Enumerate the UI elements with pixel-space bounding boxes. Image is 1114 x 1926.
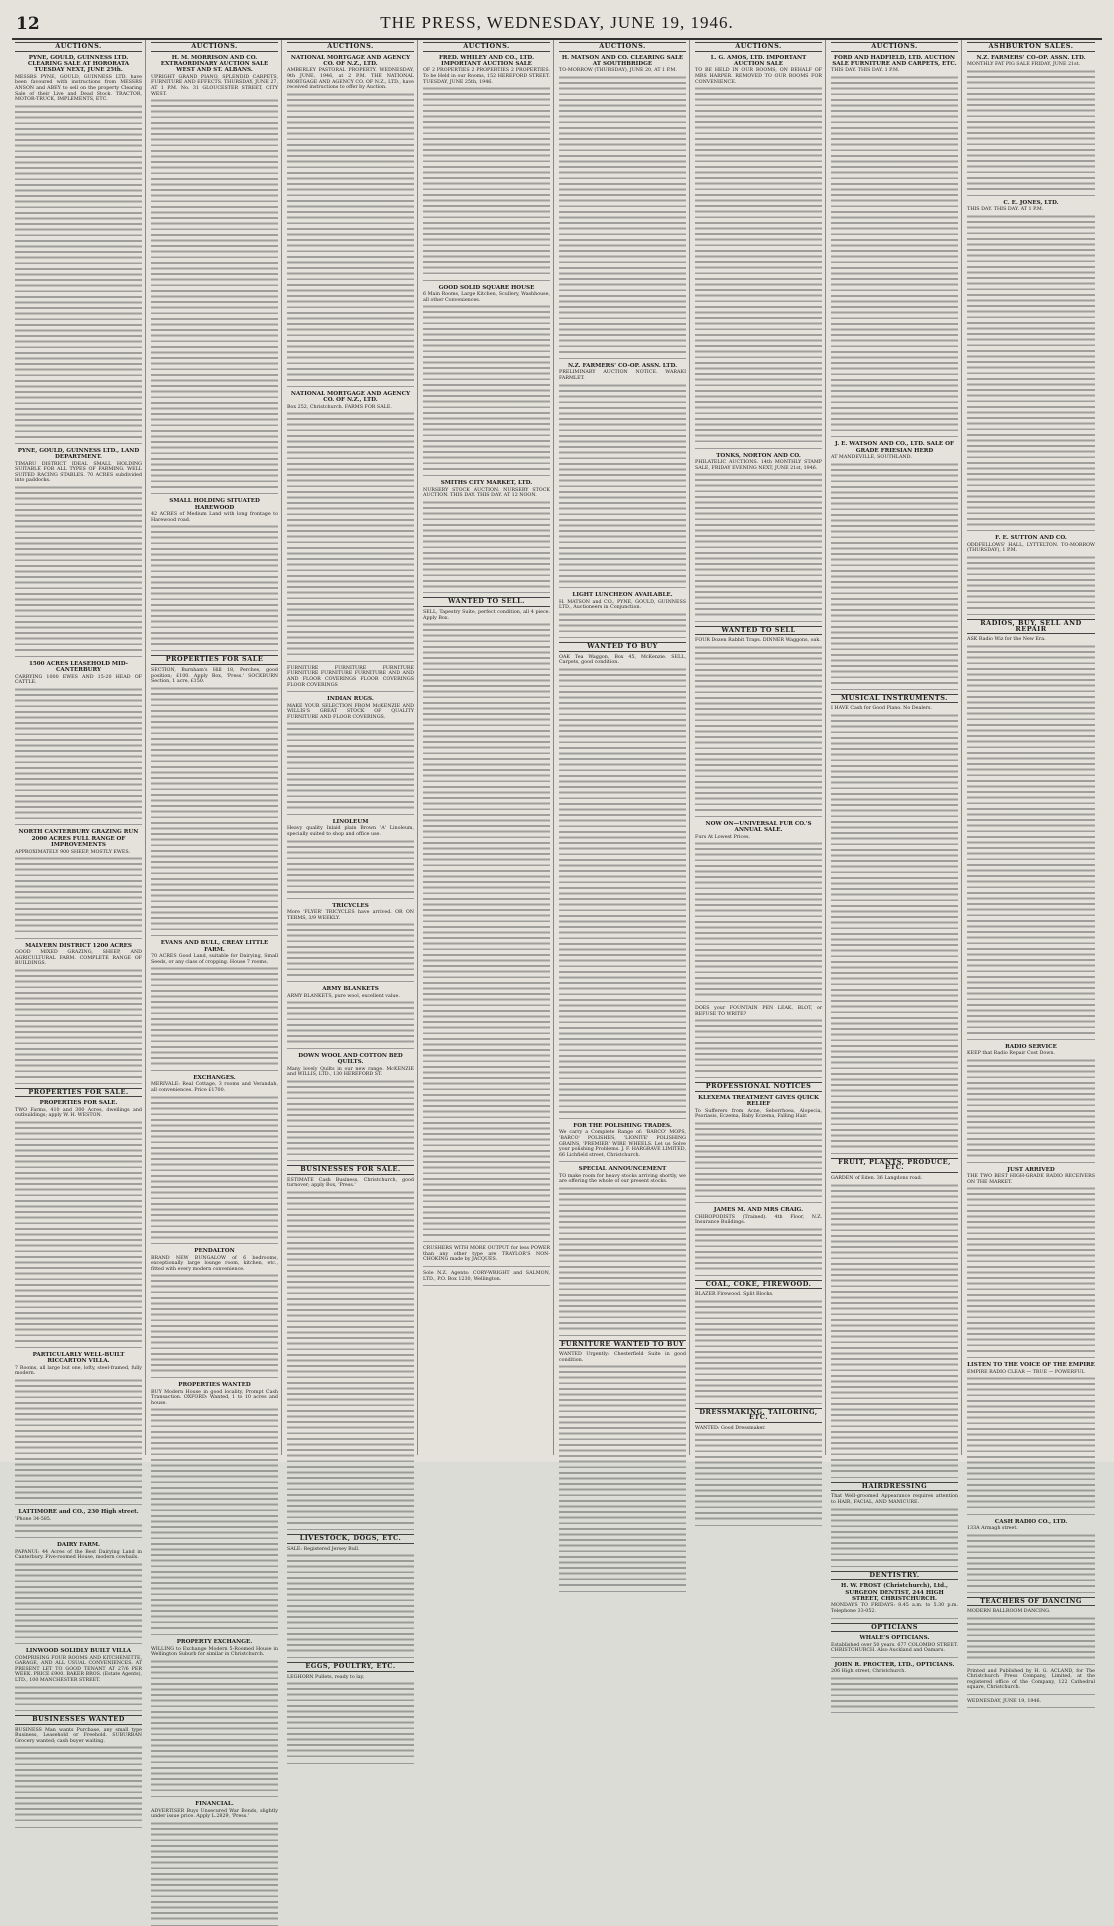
- ad-body-text-lines: [15, 1745, 142, 1823]
- ad-heading: CASH RADIO CO., LTD.: [994, 1518, 1068, 1525]
- classified-ad: [831, 1635, 958, 1658]
- ad-heading: NOW ON—UNIVERSAL FUR CO.'S ANNUAL SALE.: [705, 820, 812, 834]
- ad-heading: GOOD SOLID SQUARE HOUSE: [438, 284, 535, 291]
- ad-body-text-lines: [287, 92, 414, 383]
- ad-heading: FINANCIAL.: [195, 1801, 234, 1808]
- ad-body-text-lines: [559, 667, 686, 1115]
- ad-body-text-lines: [151, 686, 278, 932]
- ad-body: COMPRISING FOUR ROOMS AND KITCHENETTE, GARAGE, AND ALL USUAL CONVENIENCES. AT PRESENT LET TO GOOD TENANT AT 27/6 PER WEEK. PRICE £900. BAKER BROS. (Estate Agents), LTD., 100 MANCHESTER STREET.: [15, 1655, 142, 1684]
- ad-body-text-lines: [559, 75, 686, 355]
- ad-body: Heavy quality Inlaid plain Brown 'A' Linoleum, specially suited to shop and office use.: [287, 826, 414, 837]
- ad-body-text-lines: [695, 472, 822, 618]
- classified-ad: [559, 655, 686, 1119]
- section-heading: AUCTIONS.: [151, 42, 278, 52]
- ad-heading: SMALL HOLDING SITUATED HAREWOOD: [169, 498, 260, 511]
- classified-ad: [423, 1246, 550, 1267]
- column-6: [692, 40, 826, 1455]
- ad-heading: EVANS AND BULL, CREAY LITTLE FARM.: [160, 940, 269, 953]
- ad-heading: N.Z. FARMERS' CO-OP. ASSN. LTD.: [976, 54, 1086, 61]
- ad-body-text-lines: [967, 555, 1095, 611]
- ad-body: OAK Tea Waggon, Box 45, McKenzie. SELL, Carpets, good condition.: [559, 654, 686, 666]
- classified-ad: [15, 1542, 142, 1644]
- classified-ad: [559, 55, 686, 359]
- ad-body: THIS DAY. THIS DAY. AT 1 P.M.: [967, 207, 1044, 213]
- classified-ad: [151, 1639, 278, 1797]
- classified-ad: [15, 943, 142, 1084]
- ad-heading: FOR THE POLISHING TRADES.: [573, 1122, 672, 1129]
- classified-ad: [287, 986, 414, 1049]
- ad-heading: LISTEN TO THE VOICE OF THE EMPIRE: [967, 1362, 1095, 1369]
- ad-body: PHILATELIC AUCTIONS. 14th MONTHLY STAMP SALE, FRIDAY EVENING NEXT, JUNE 21st, 1946.: [695, 459, 822, 471]
- classified-ad: [15, 1509, 142, 1538]
- ad-body-text-lines: [287, 1000, 414, 1045]
- ad-heading: FRED. WHILEY AND CO., LTD. IMPORTANT AUCTION SALE: [438, 54, 535, 67]
- ad-body-text-lines: [287, 1681, 414, 1759]
- ad-body-text-lines: [967, 1376, 1095, 1510]
- ad-body: To Sufferers from Acne, Seborrhoea, Alopecia, Psoriasis, Eczema, Baby Eczema, Falling Hair.: [695, 1108, 822, 1120]
- classified-ad: [695, 638, 822, 817]
- ad-heading: TONKS, NORTON AND CO.: [716, 452, 801, 459]
- classified-ad: [15, 1648, 142, 1711]
- ad-body: TWO Farms, 410 and 300 Acres, dwellings and outbuildings; apply W. H. WESTON.: [15, 1107, 142, 1119]
- ad-body: PRELIMINARY AUCTION NOTICE. WARAKI FARMLET.: [559, 370, 686, 381]
- ad-body-text-lines: [423, 622, 550, 1238]
- ad-body-text-lines: [695, 841, 822, 998]
- ad-body: FOUR Dozen Rabbit Traps. DINNER Waggons, oak.: [695, 638, 821, 644]
- ad-body-text-lines: [559, 612, 686, 634]
- ad-body-text-lines: [15, 1120, 142, 1344]
- ad-heading: LATTIMORE and CO., 230 High street.: [18, 1509, 139, 1516]
- section-heading: AUCTIONS.: [287, 42, 414, 52]
- ad-body: APPROXIMATELY 900 SHEEP, MOSTLY EWES.: [15, 849, 131, 855]
- ad-body: More 'FLYER' TRICYCLES have arrived. OR ON TERMS, 3/9 WEEKLY.: [287, 909, 414, 921]
- ad-body: WANTED: Good Dressmaker.: [695, 1425, 766, 1431]
- ad-body: We carry a Complete Range of: 'BARCO' MOPS, 'BARCO' POLISHES, 'LIONITE' POLISHING GRAINS, 'PREMIER' WIRE WHEELS. Let us Solve your polishing Problems. J. F. HARGRAVE LIMITED, 66 Lichfield street, Christchurch.: [559, 1130, 686, 1158]
- ad-body-text-lines: [559, 1186, 686, 1332]
- ad-body-text-lines: [967, 1616, 1095, 1661]
- ad-body-text-lines: [695, 1121, 822, 1199]
- ad-body-text-lines: [831, 1183, 958, 1474]
- classified-ad: [967, 1167, 1095, 1359]
- ad-heading: PYNE, GOULD, GUINNESS LTD. CLEARING SALE AT HORORATA TUESDAY NEXT, JUNE 25th.: [27, 54, 130, 74]
- ad-heading: PENDALTON: [194, 1248, 235, 1255]
- ad-body: Many lovely Quilts in our new range. McKENZIE and WILLIS, LTD., 130 HEREFORD ST.: [287, 1066, 414, 1078]
- ad-body-text-lines: [287, 1079, 414, 1157]
- classified-ad: [15, 448, 142, 657]
- ad-body-text-lines: [15, 485, 142, 653]
- ad-body-text-lines: [423, 86, 550, 276]
- section-heading: WANTED TO SELL.: [423, 597, 550, 607]
- section-heading: BUSINESSES FOR SALE.: [287, 1165, 414, 1175]
- section-heading: HAIRDRESSING: [831, 1482, 958, 1492]
- ad-body: MERIVALE: Real Cottage, 3 rooms and Verandah, all conveniences. Price £1700.: [151, 1082, 278, 1093]
- ad-body-text-lines: [967, 214, 1095, 528]
- ad-body: TIMARU DISTRICT IDEAL SMALL HOLDING SUITABLE FOR ALL TYPES OF FARMING. WELL SUITED RACING STABLES. 70 ACRES subdivided into paddocks.: [15, 461, 142, 484]
- section-heading: LIVESTOCK, DOGS, ETC.: [287, 1534, 414, 1544]
- classified-ad: [287, 391, 414, 662]
- ad-body: BUSINESS Man wants Purchase, any small type Business, Leasehold or Freehold. SUBURBAN Grocery wanted; cash buyer waiting.: [15, 1727, 142, 1744]
- ad-body-text-lines: [967, 1186, 1095, 1354]
- ad-heading: NATIONAL MORTGAGE AND AGENCY CO. OF N.Z., LTD.: [290, 54, 411, 67]
- classified-ad: [831, 1662, 958, 1714]
- classified-ad: [287, 819, 414, 899]
- column-7: [828, 40, 962, 1675]
- classified-ad: [695, 453, 822, 622]
- ad-heading: JUST ARRIVED: [1007, 1166, 1055, 1173]
- ad-body: NURSERY STOCK AUCTION. NURSERY STOCK AUCTION. THIS DAY. THIS DAY. AT 12 NOON.: [423, 487, 550, 499]
- ad-body: OF 2 PROPERTIES 2 PROPERTIES 2 PROPERTIES. To be Held in our Rooms, 152 HEREFORD STREET. TUESDAY, JUNE 25th, 1946.: [423, 68, 550, 85]
- ad-heading: SPECIAL ANNOUNCEMENT: [578, 1166, 667, 1173]
- ad-heading: N.Z. FARMERS' CO-OP. ASSN. LTD.: [567, 363, 678, 369]
- ad-heading: JOHN R. PROCTER, LTD., OPTICIANS.: [834, 1661, 955, 1668]
- classified-ad: [287, 1547, 414, 1658]
- ad-body-text-lines: [967, 1058, 1095, 1159]
- ad-body: ODDFELLOWS' HALL, LYTTELTON. TO-MORROW (THURSDAY), 1 P.M.: [967, 542, 1095, 554]
- section-heading: FURNITURE WANTED TO BUY: [560, 1339, 685, 1348]
- classified-ad: [287, 903, 414, 983]
- masthead: [12, 12, 1102, 40]
- section-heading: COAL, COKE, FIREWOOD.: [695, 1280, 822, 1290]
- section-heading: AUCTIONS.: [559, 42, 686, 52]
- classified-ad: [559, 592, 686, 638]
- ad-heading: LINOLEUM: [332, 818, 369, 825]
- ad-body-text-lines: [695, 1227, 822, 1272]
- classified-ad: [695, 1292, 822, 1403]
- ad-body-text-lines: [287, 1190, 414, 1526]
- ad-body: 133A Armagh street.: [967, 1525, 1018, 1531]
- ad-body-text-lines: [559, 383, 686, 585]
- classified-ad: [831, 1176, 958, 1478]
- classified-ad: [967, 1699, 1095, 1709]
- classified-ad: [151, 1075, 278, 1244]
- classified-ad: [967, 1519, 1095, 1593]
- column-1: [12, 40, 146, 1744]
- ad-body-text-lines: [287, 411, 414, 657]
- ad-body: TO BE HELD IN OUR ROOMS, ON BEHALF OF MRS HARPER. REMOVED TO OUR ROOMS FOR CONVENIENCE.: [695, 68, 822, 85]
- section-heading: BUSINESSES WANTED: [15, 1715, 142, 1725]
- ad-body-text-lines: [695, 1432, 822, 1522]
- ad-body: GOOD MIXED GRAZING, SHEEP, AND AGRICULTURAL FARM. COMPLETE RANGE OF BUILDINGS.: [15, 949, 142, 967]
- ad-body-text-lines: [831, 75, 958, 433]
- ad-body-text-lines: [967, 644, 1095, 1036]
- ad-heading: PYNE, GOULD, GUINNESS LTD., LAND DEPARTMENT.: [17, 447, 140, 461]
- ad-body: ASK Radio Wiz for the New Era.: [967, 637, 1046, 643]
- ad-heading: JAMES M. AND MRS CRAIG.: [713, 1207, 804, 1214]
- ad-body: Furs At Lowest Prices.: [695, 834, 751, 840]
- ad-heading: H. M. MORRISON AND CO. EXTRAORDINARY AUCTION SALE WEST AND ST. ALBANS.: [160, 54, 269, 74]
- section-heading: OPTICIANS: [831, 1623, 958, 1633]
- ad-body: BUY Modern House in good locality, Prompt Cash Transaction. OXFORD: Wanted, 1 to 10 acres and house.: [151, 1389, 278, 1406]
- classified-ad: [967, 200, 1095, 532]
- ad-body: WANTED Urgently: Chesterfield Suite in good condition.: [559, 1352, 686, 1363]
- ad-body-text-lines: [151, 1273, 278, 1374]
- ad-body-text-lines: [831, 1676, 958, 1710]
- ad-body: H. MATSON and CO., PYNE, GOULD, GUINNESS LTD., Auctioneers in Conjunction.: [559, 599, 686, 611]
- ad-body-text-lines: [831, 462, 958, 686]
- ad-body: MONTHLY FAT PIG SALE FRIDAY, JUNE 21st.: [967, 62, 1081, 67]
- ad-body: TO make room for heavy stocks arriving shortly, we are offering the whole of our present stocks.: [559, 1173, 686, 1185]
- ad-body: KEEP that Radio Repair Cost Down.: [967, 1051, 1055, 1057]
- classified-ad: [287, 55, 414, 387]
- ad-heading: LINWOOD SOLIDLY BUILT VILLA: [25, 1648, 132, 1655]
- ad-body-text-lines: [287, 839, 414, 895]
- ad-heading: F. E. SUTTON AND CO.: [995, 535, 1067, 542]
- classified-ad: [15, 829, 142, 938]
- ad-heading: L. G. AMOS, LTD. IMPORTANT AUCTION SALE: [710, 54, 807, 67]
- ad-body: MAKE YOUR SELECTION FROM McKENZIE AND WILLIS'S GREAT STOCK OF QUALITY FURNITURE AND FLOOR COVERINGS.: [287, 703, 414, 720]
- ad-heading: NATIONAL MORTGAGE AND AGENCY CO. OF N.Z., LTD.: [290, 390, 411, 404]
- ad-body-text-lines: [967, 1533, 1095, 1589]
- section-heading: WANTED TO SELL: [695, 626, 822, 636]
- classified-ad: [151, 1382, 278, 1635]
- ad-body: CRUSHERS WITH MORE OUTPUT for less POWER than any other type are TRAYLOR'S NON-CHOKING made by JACQUES.: [423, 1246, 550, 1263]
- ad-body: CHIROPODISTS (Trained). 4th Floor, N.Z. Insurance Buildings.: [695, 1214, 822, 1226]
- ad-heading: TRICYCLES: [332, 902, 369, 909]
- ad-body: PAPANUI: 44 Acres of the Best Dairying Land in Canterbury. Five-roomed House, modern cowbails.: [15, 1549, 142, 1561]
- ad-body-text-lines: [287, 1553, 414, 1654]
- section-heading: FRUIT, PLANTS, PRODUCE, ETC.: [831, 1158, 958, 1173]
- ad-body: DOES your FOUNTAIN PEN LEAK, BLOT, or REFUSE TO WRITE?: [695, 1006, 822, 1017]
- ad-heading: NORTH CANTERBURY GRAZING RUN 2000 ACRES FULL RANGE OF IMPROVEMENTS: [18, 829, 139, 849]
- classified-ad: [423, 55, 550, 281]
- column-4: [420, 40, 554, 1455]
- ad-heading: H. W. FROST (Christchurch), Ltd., SURGEON DENTIST, 244 HIGH STREET, CHRISTCHURCH.: [841, 1583, 948, 1602]
- ad-body: CARRYING 1000 EWES AND 15-20 HEAD OF CATTLE.: [15, 674, 142, 686]
- classified-ad: [151, 940, 278, 1071]
- ad-body-text-lines: [151, 966, 278, 1067]
- classified-ad: [151, 1801, 278, 1925]
- ad-body: EMPIRE RADIO CLEAR — TRUE — POWERFUL: [967, 1369, 1085, 1375]
- ad-body: GARDEN of Eden. 36 Langdons road.: [831, 1175, 923, 1181]
- ad-heading: SMITHS CITY MARKET, LTD.: [440, 480, 533, 487]
- classified-ad: [831, 1494, 958, 1566]
- section-heading: MUSICAL INSTRUMENTS.: [831, 694, 958, 704]
- classified-ad: [559, 1352, 686, 1592]
- ad-heading: H. MATSON AND CO. CLEARING SALE AT SOUTHBRIDGE: [561, 54, 684, 67]
- section-heading: AUCTIONS.: [15, 42, 142, 52]
- classified-ad: [423, 480, 550, 593]
- ad-body-text-lines: [559, 1364, 686, 1588]
- ad-body: AMBERLEY PASTORAL PROPERTY. WEDNESDAY, 9th JUNE, 1946, at 2 P.M. THE NATIONAL MORTGAGE AND AGENCY CO. OF N.Z., LTD., have received instructions to offer by Auction.: [287, 68, 414, 91]
- ad-body: 42 ACRES of Medium Land with long frontage to Harewood road.: [151, 512, 278, 523]
- section-heading: AUCTIONS.: [695, 42, 822, 52]
- ad-heading: PARTICULARLY WELL-BUILT RICCARTON VILLA.: [32, 1351, 125, 1365]
- ad-body: THIS DAY. THIS DAY. 1 P.M.: [831, 68, 900, 74]
- classified-ad: [695, 1207, 822, 1275]
- classified-ad: [695, 1006, 822, 1078]
- ad-body-text-lines: [151, 1407, 278, 1631]
- section-heading: ASHBURTON SALES.: [967, 42, 1095, 52]
- classified-ad: [423, 1271, 550, 1286]
- ad-heading: KLEXEMA TREATMENT GIVES QUICK RELIEF: [698, 1094, 819, 1108]
- ad-body: LEGHORN Pullets, ready to lay.: [287, 1674, 365, 1680]
- section-heading: AUCTIONS.: [423, 42, 550, 52]
- ad-body: SECTION, Burnham's Hill 18, Perches, good position; £100. Apply Box, 'Press.' SOCKBURN Section, 1 acre, £150.: [151, 667, 278, 685]
- classified-ad: [151, 668, 278, 936]
- ad-heading: PROPERTIES FOR SALE.: [39, 1100, 118, 1107]
- ad-body-text-lines: [151, 98, 278, 490]
- ad-body: Sole N.Z. Agents: CORY-WRIGHT and SALMON, LTD., P.O. Box 1230, Wellington.: [423, 1270, 550, 1282]
- section-heading: TEACHERS OF DANCING: [967, 1597, 1095, 1607]
- ad-body-text-lines: [695, 1018, 822, 1074]
- ad-body: MONDAYS TO FRIDAYS: 8.45 a.m. to 5.30 p.m. Telephone 33-052.: [831, 1603, 958, 1614]
- classified-ad: [967, 55, 1095, 196]
- page-number: 12: [16, 14, 40, 34]
- classified-ad: [15, 1352, 142, 1505]
- classified-ad: [15, 661, 142, 825]
- column-8: [964, 40, 1098, 1704]
- classified-ad: [151, 55, 278, 495]
- ad-heading: PROPERTY EXCHANGE.: [176, 1639, 253, 1646]
- ad-body: 'Phone 34-585.: [15, 1516, 52, 1522]
- ad-body-text-lines: [287, 922, 414, 978]
- column-2: [148, 40, 282, 1820]
- ad-heading: FORD AND HADFIELD, LTD. AUCTION SALE FURNITURE AND CARPETS, ETC.: [832, 54, 957, 67]
- columns-container: [12, 40, 1102, 1820]
- ad-body-text-lines: [151, 524, 278, 647]
- classified-ad: [423, 285, 550, 477]
- column-3: [284, 40, 418, 1680]
- classified-ad: [287, 1053, 414, 1161]
- ad-body: MODERN BALLROOM DANCING.: [967, 1609, 1051, 1615]
- classified-ad: [831, 441, 958, 689]
- ad-body: SALE: Registered Jersey Bull.: [287, 1546, 360, 1552]
- ad-body: SELL, Tapestry Suite, perfect condition, all 4 piece. Apply Box.: [423, 609, 550, 621]
- classified-ad: [559, 363, 686, 588]
- ad-body: 70 ACRES Good Land, suitable for Dairying, Small Seeds, or any class of cropping. House 7 rooms.: [151, 953, 278, 965]
- ad-body: ADVERTISER Buys Unsecured War Bonds, slightly under issue price. Apply L.2829, 'Press.': [151, 1808, 278, 1820]
- ad-body-text-lines: [15, 687, 142, 821]
- ad-body: AT MANDEVILLE, SOUTHLAND.: [831, 455, 912, 461]
- ad-body: Box 252, Christchurch. FARMS FOR SALE.: [287, 404, 392, 410]
- column-5: [556, 40, 690, 1455]
- classified-ad: [967, 535, 1095, 615]
- ad-body-text-lines: [15, 1378, 142, 1501]
- ad-body: FURNITURE FURNITURE FURNITURE FURNITURE FURNITURE FURNITURE AND AND AND FLOOR COVERINGS FLOOR COVERINGS FLOOR COVERINGS: [287, 665, 414, 688]
- classified-ad: [15, 55, 142, 444]
- section-heading: PROPERTIES FOR SALE.: [15, 1088, 142, 1098]
- ad-body-text-lines: [695, 86, 822, 444]
- ad-body-text-lines: [695, 1299, 822, 1400]
- section-heading: DENTISTRY.: [831, 1571, 958, 1581]
- ad-body-text-lines: [287, 721, 414, 811]
- ad-heading: 1500 ACRES LEASEHOLD MID-CANTERBURY: [28, 660, 129, 674]
- ad-body: ESTIMATE Cash Business, Christchurch, good turnover; apply Box, 'Press.': [287, 1177, 414, 1189]
- section-heading: DRESSMAKING, TAILORING, ETC.: [695, 1408, 822, 1423]
- ad-body-text-lines: [15, 856, 142, 934]
- ad-body-text-lines: [967, 69, 1095, 192]
- classified-ad: [695, 55, 822, 449]
- ad-heading: PROPERTIES WANTED: [178, 1382, 251, 1389]
- classified-ad: [967, 1362, 1095, 1514]
- classified-ad: [15, 1728, 142, 1828]
- ad-body: That Well-groomed Appearance requires attention to HAIR, FACIAL, AND MANICURE.: [831, 1494, 958, 1505]
- ad-heading: ARMY BLANKETS: [322, 986, 379, 993]
- paper-title: THE PRESS, WEDNESDAY, JUNE 19, 1946.: [380, 13, 734, 32]
- section-heading: PROPERTIES FOR SALE: [151, 655, 278, 665]
- classified-ad: [423, 610, 550, 1242]
- ad-body: WEDNESDAY, JUNE 19, 1946.: [967, 1698, 1042, 1704]
- section-heading: RADIOS, BUY, SELL AND REPAIR: [967, 619, 1095, 634]
- classified-ad: [287, 1178, 414, 1530]
- ad-body: I HAVE Cash for Good Piano. No Dealers.: [831, 706, 932, 712]
- ad-heading: WHALE'S OPTICIANS.: [859, 1635, 930, 1642]
- section-heading: PROFESSIONAL NOTICES: [695, 1082, 822, 1092]
- ad-body-text-lines: [15, 1685, 142, 1707]
- ad-body: 7 Rooms, all large but one, lofty, steel-framed, fully modern.: [15, 1365, 142, 1377]
- ad-heading: LIGHT LUNCHEON AVAILABLE.: [572, 592, 673, 599]
- classified-ad: [967, 637, 1095, 1040]
- ad-body-text-lines: [15, 1523, 142, 1534]
- ad-body-text-lines: [151, 1659, 278, 1793]
- ad-body: THE TWO BEST HIGH-GRADE RADIO RECEIVERS ON THE MARKET.: [967, 1173, 1095, 1185]
- classified-ad: [559, 1166, 686, 1335]
- classified-ad: [151, 1248, 278, 1378]
- classified-ad: [831, 55, 958, 438]
- classified-ad: [967, 1044, 1095, 1163]
- ad-heading: EXCHANGES.: [193, 1074, 236, 1081]
- ad-body: UPRIGHT GRAND PIANO, SPLENDID CARPETS, FURNITURE AND EFFECTS. THURSDAY, JUNE 27, AT 1 P.M. No. 31 GLOUCESTER STREET, CITY WEST.: [151, 74, 278, 97]
- classified-ad: [287, 666, 414, 692]
- section-heading: AUCTIONS.: [831, 42, 958, 52]
- ad-body: BLAZER Firewood. Split Blocks.: [695, 1292, 774, 1298]
- ad-body: WILLING to Exchange Modern 5-Roomed House in Wellington Suburb for similar in Christchurch.: [151, 1646, 278, 1658]
- classified-ad: [287, 696, 414, 815]
- ad-body-text-lines: [15, 104, 142, 440]
- classified-ad: [695, 1426, 822, 1526]
- ad-body-text-lines: [15, 968, 142, 1080]
- classified-ad: [831, 706, 958, 1153]
- classified-ad: [967, 1669, 1095, 1695]
- classified-ad: [287, 1675, 414, 1764]
- classified-ad: [695, 821, 822, 1002]
- ad-body: BRAND NEW BUNGALOW of 6 bedrooms, exceptionally large lounge room, kitchen, etc., fitted with every modern convenience.: [151, 1255, 278, 1272]
- ad-body-text-lines: [831, 713, 958, 1150]
- ad-body-text-lines: [695, 645, 822, 813]
- ad-body: TO-MORROW (THURSDAY), JUNE 20, AT 1 P.M.: [559, 68, 677, 74]
- classified-ad: [967, 1609, 1095, 1664]
- ad-body: ARMY BLANKETS, pure wool, excellent value.: [287, 993, 400, 999]
- ad-body: 6 Main Rooms, Large Kitchen, Scullery, Washhouse, all other Conveniences.: [423, 291, 550, 303]
- ad-heading: MALVERN DISTRICT 1200 ACRES: [25, 942, 132, 949]
- ad-body-text-lines: [423, 304, 550, 472]
- ad-heading: J. E. WATSON AND CO., LTD. SALE OF GRADE FRIESIAN HERD: [834, 441, 954, 454]
- ad-body: 206 High street, Christchurch.: [831, 1669, 906, 1675]
- classified-ad: [831, 1583, 958, 1618]
- ad-body-text-lines: [831, 1507, 958, 1563]
- ad-body: Established over 50 years. 677 COLOMBO STREET. CHRISTCHURCH. Also Auckland and Oamaru.: [831, 1642, 958, 1654]
- ad-heading: RADIO SERVICE: [1005, 1043, 1057, 1050]
- ad-body-text-lines: [151, 1095, 278, 1241]
- classified-ad: [15, 1100, 142, 1348]
- classified-ad: [151, 498, 278, 651]
- ad-heading: DOWN WOOL AND COTTON BED QUILTS.: [298, 1052, 403, 1066]
- section-heading: WANTED TO BUY: [559, 642, 686, 652]
- ad-heading: DAIRY FARM.: [57, 1542, 100, 1549]
- ad-body-text-lines: [15, 1562, 142, 1640]
- ad-body: Printed and Published by H. G. ACLAND, for The Christchurch Press Company, Limited, at the registered office of the Company, 122 Cathedral square, Christchurch.: [967, 1668, 1095, 1691]
- classified-ad: [695, 1095, 822, 1203]
- ad-heading: C. E. JONES, LTD.: [1003, 199, 1059, 206]
- classified-ad: [559, 1123, 686, 1162]
- ad-heading: INDIAN RUGS.: [327, 696, 374, 703]
- ad-body: MESSRS PYNE, GOULD, GUINNESS LTD. have been favoured with instructions from MESSRS ANSON and ABEY to sell on the property Clearing Sale of their Live and Dead Stock. TRACTOR, MOTOR-TRUCK, IMPLEMENTS, ETC.: [15, 74, 142, 103]
- ad-body-text-lines: [151, 1821, 278, 1922]
- ad-body-text-lines: [423, 500, 550, 590]
- section-heading: EGGS, POULTRY, ETC.: [287, 1662, 414, 1672]
